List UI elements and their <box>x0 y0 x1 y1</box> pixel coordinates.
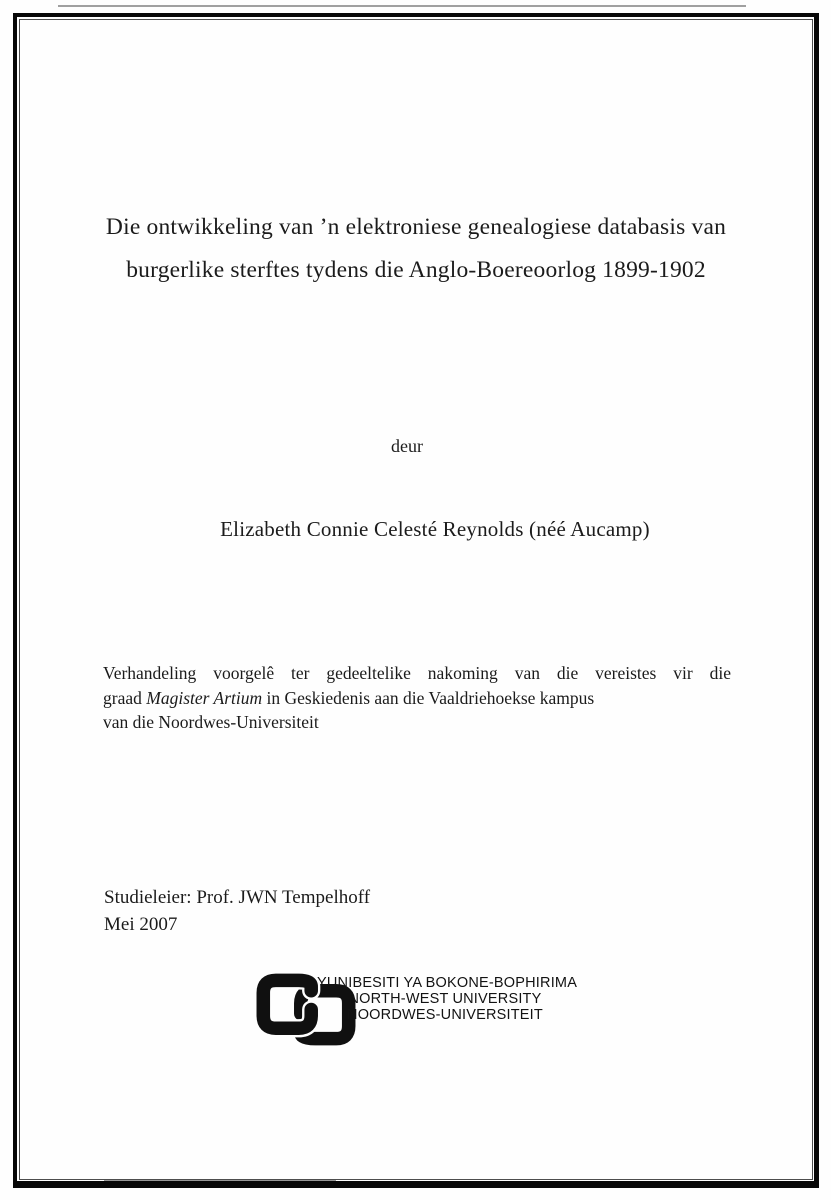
submission-line2-pre: graad <box>103 687 147 708</box>
byline: deur <box>391 436 423 456</box>
university-logo-text <box>317 975 578 1023</box>
submission-line2-post: in Geskiedenis aan die Vaaldriehoekse kampus <box>262 687 595 708</box>
logo-text-setswana: YUNIBESITI YA BOKONE-BOPHIRIMA <box>317 975 578 991</box>
thesis-title-line1: Die ontwikkeling van ’n elektroniese genealogiese databasis van <box>105 214 727 240</box>
submission-line2 <box>103 686 731 711</box>
submission-line3: van die Noordwes-Universiteit <box>103 712 319 732</box>
submission-statement <box>103 661 731 735</box>
date-line: Mei 2007 <box>104 913 178 935</box>
logo-text-english: NORTH-WEST UNIVERSITY <box>348 990 542 1007</box>
author-name: Elizabeth Connie Celesté Reynolds (néé Aucamp) <box>220 517 650 541</box>
degree-name: Magister Artium <box>146 687 263 708</box>
submission-line1: Verhandeling voorgelê ter gedeeltelike nakoming van die vereistes vir die <box>103 663 731 683</box>
supervisor-line: Studieleier: Prof. JWN Tempelhoff <box>104 887 371 908</box>
scan-artifact-line <box>58 5 746 7</box>
supervisor-and-date <box>104 885 604 938</box>
thesis-title-line2: burgerlike sterftes tydens die Anglo-Boereoorlog 1899-1902 <box>126 257 706 283</box>
thesis-title <box>60 206 772 292</box>
scan-artifact-line <box>104 1179 336 1181</box>
logo-text-afrikaans: NOORDWES-UNIVERSITEIT <box>347 1006 543 1023</box>
